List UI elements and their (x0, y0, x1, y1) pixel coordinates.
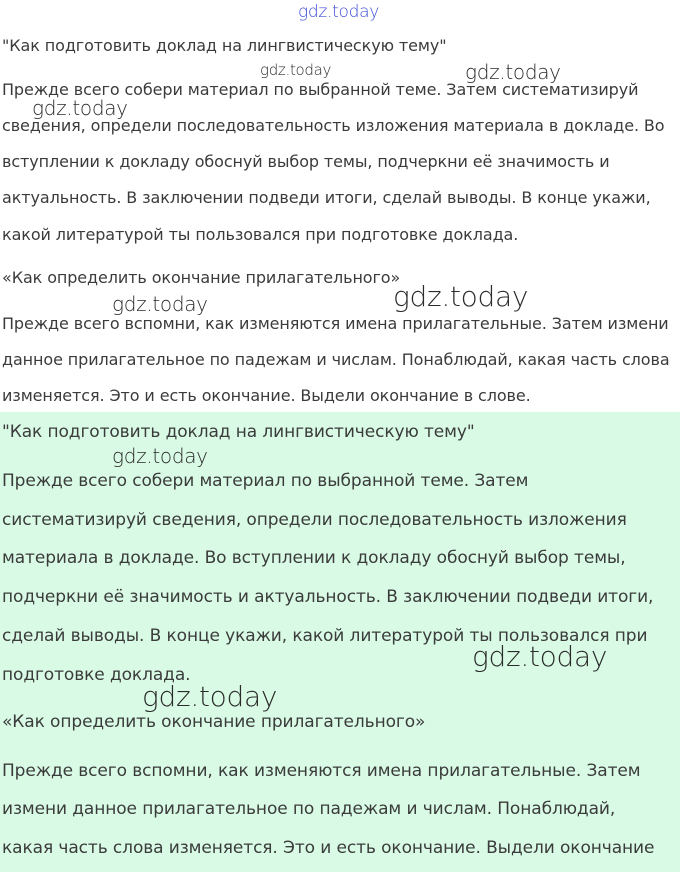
green-block1-line-4: подчеркни её значимость и актуальность. В заключении подведи итоги, (2, 587, 654, 607)
top-block2-line-1: Прежде всего вспомни, как изменяются имена прилагательные. Затем измени (2, 314, 669, 333)
watermark: gdz.today (260, 61, 332, 79)
watermark: gdz.today (142, 680, 278, 713)
green-block1-line-2: систематизируй сведения, определи последовательность изложения (2, 510, 627, 530)
green-block2-line-1: Прежде всего вспомни, как изменяются имена прилагательные. Затем (2, 761, 641, 781)
green-block1-line-1: Прежде всего собери материал по выбранной теме. Затем (2, 471, 529, 491)
top-block1-title: "Как подготовить доклад на лингвистическую тему" (2, 36, 447, 55)
watermark: gdz.today (393, 280, 529, 313)
top-block1-line-5: какой литературой ты пользовался при подготовке доклада. (2, 225, 519, 244)
watermark: gdz.today (472, 640, 608, 673)
top-block1-line-1: Прежде всего собери материал по выбранной теме. Затем систематизируй (2, 80, 639, 99)
green-block1-line-3: материала в докладе. Во вступлении к докладу обоснуй выбор темы, (2, 548, 626, 568)
green-block2-line-2: измени данное прилагательное по падежам и числам. Понаблюдай, (2, 799, 616, 819)
top-block2-line-3: изменяется. Это и есть окончание. Выдели окончание в слове. (2, 386, 531, 405)
watermark: gdz.today (465, 60, 561, 84)
top-block2-line-2: данное прилагательное по падежам и числам. Понаблюдай, какая часть слова (2, 350, 670, 369)
watermark: gdz.today (112, 444, 208, 468)
green-block1-line-6: подготовке доклада. (2, 665, 191, 685)
top-block2-title: «Как определить окончание прилагательного» (2, 268, 401, 287)
header-watermark: gdz.today (298, 2, 379, 22)
top-block1-line-4: актуальность. В заключении подведи итоги, сделай выводы. В конце укажи, (2, 188, 651, 207)
green-block2-line-3: какая часть слова изменяется. Это и есть окончание. Выдели окончание (2, 838, 655, 858)
green-block2-title: «Как определить окончание прилагательного» (2, 712, 426, 732)
top-block1-line-3: вступлении к докладу обоснуй выбор темы, подчеркни её значимость и (2, 152, 610, 171)
watermark: gdz.today (32, 96, 128, 120)
watermark: gdz.today (112, 292, 208, 316)
green-block1-line-5: сделай выводы. В конце укажи, какой литературой ты пользовался при (2, 626, 648, 646)
top-block1-line-2: сведения, определи последовательность изложения материала в докладе. Во (2, 116, 665, 135)
green-block1-title: "Как подготовить доклад на лингвистическую тему" (2, 422, 475, 442)
